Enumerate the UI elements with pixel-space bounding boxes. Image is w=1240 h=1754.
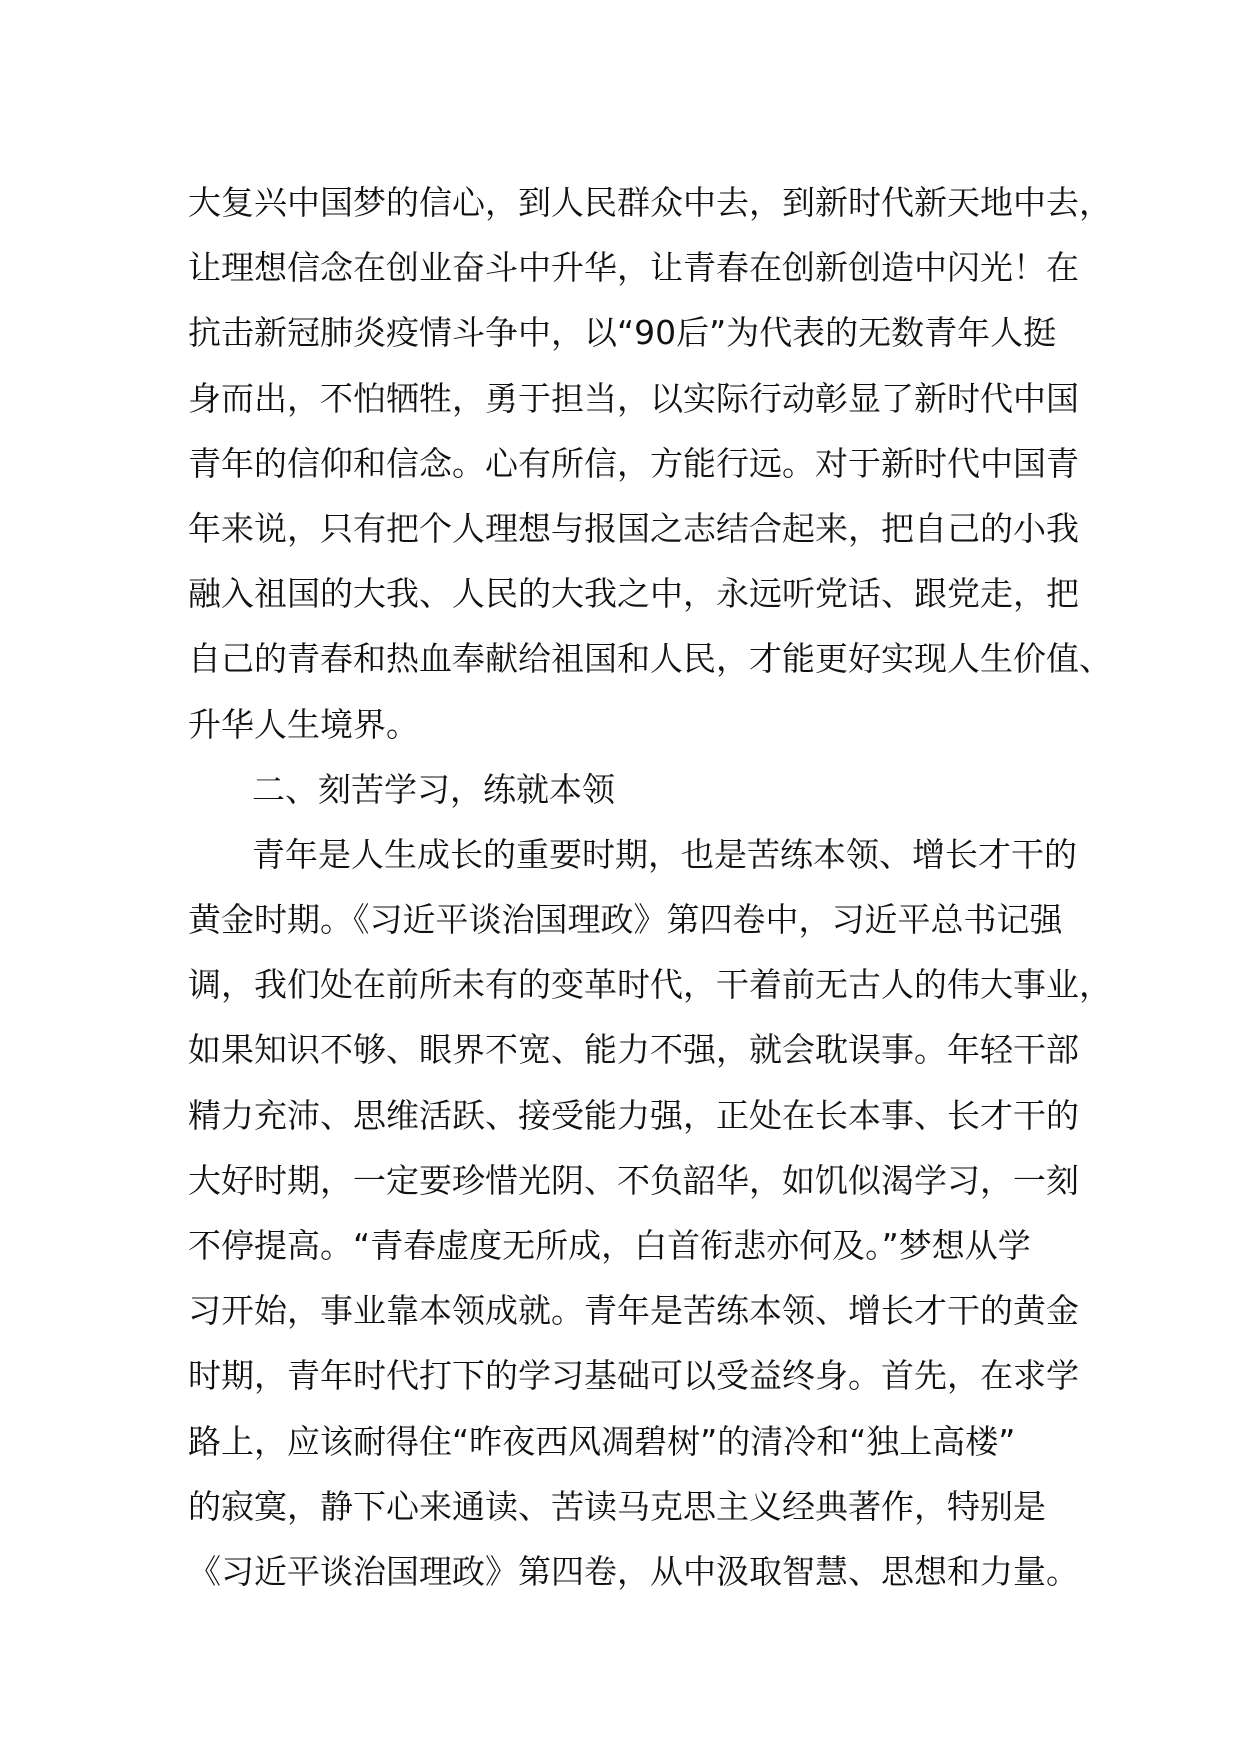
text-line: 如果知识不够、眼界不宽、能力不强，就会耽误事。年轻干部 xyxy=(188,1030,1079,1070)
text-line: 大复兴中国梦的信心，到人民群众中去，到新时代新天地中去， xyxy=(188,183,1112,222)
text-line: 自己的青春和热血奉献给祖国和人民，才能更好实现人生价值、 xyxy=(188,639,1112,679)
text-line: 精力充沛、思维活跃、接受能力强，正处在长本事、长才干的 xyxy=(188,1095,1079,1135)
text-line: 身而出，不怕牺牲，勇于担当，以实际行动彰显了新时代中国 xyxy=(188,378,1079,418)
text-line: 大好时期，一定要珍惜光阴、不负韶华，如饥似渴学习，一刻 xyxy=(188,1160,1079,1200)
text-line: 不停提高。“青春虚度无所成，白首衔悲亦何及。”梦想从学 xyxy=(188,1226,1031,1265)
text-line: 时期，青年时代打下的学习基础可以受益终身。首先，在求学 xyxy=(188,1356,1079,1396)
text-line: 青年是人生成长的重要时期，也是苦练本领、增长才干的 xyxy=(252,834,1077,874)
text-line: 《习近平谈治国理政》第四卷，从中汲取智慧、思想和力量。 xyxy=(188,1551,1079,1591)
text-line: 的寂寞，静下心来通读、苦读马克思主义经典著作，特别是 xyxy=(188,1486,1046,1526)
text-line: 抗击新冠肺炎疫情斗争中，以“90后”为代表的无数青年人挺 xyxy=(188,313,1057,353)
text-line: 升华人生境界。 xyxy=(188,704,419,744)
section-heading: 二、刻苦学习，练就本领 xyxy=(252,769,615,809)
text-line: 青年的信仰和信念。心有所信，方能行远。对于新时代中国青 xyxy=(188,443,1079,483)
text-line: 调，我们处在前所未有的变革时代，干着前无古人的伟大事业， xyxy=(188,965,1112,1005)
body-text xyxy=(188,170,1112,1604)
text-line: 习开始，事业靠本领成就。青年是苦练本领、增长才干的黄金 xyxy=(188,1291,1079,1331)
text-line: 黄金时期。《习近平谈治国理政》第四卷中，习近平总书记强 xyxy=(188,900,1063,940)
text-line: 让理想信念在创业奋斗中升华，让青春在创新创造中闪光！在 xyxy=(188,248,1079,288)
text-line: 融入祖国的大我、人民的大我之中，永远听党话、跟党走，把 xyxy=(188,574,1079,614)
text-line: 年来说，只有把个人理想与报国之志结合起来，把自己的小我 xyxy=(188,508,1079,548)
text-line: 路上，应该耐得住“昨夜西风凋碧树”的清冷和“独上高楼” xyxy=(188,1421,1016,1461)
